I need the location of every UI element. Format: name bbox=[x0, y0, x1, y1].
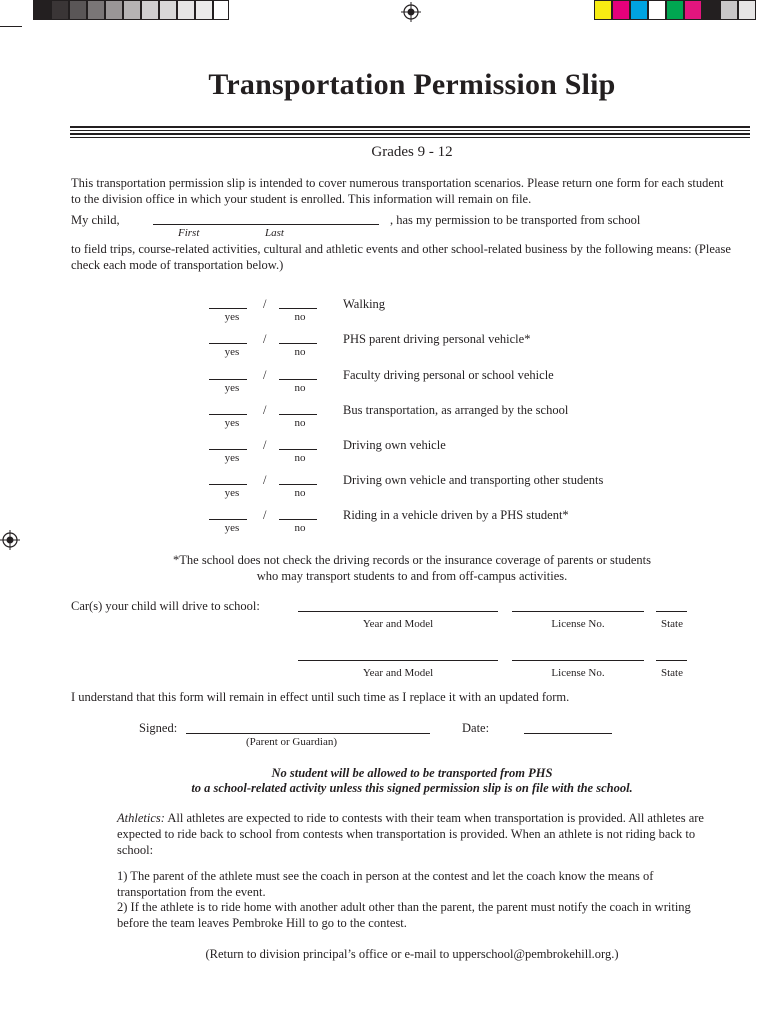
yes-label: yes bbox=[224, 417, 240, 429]
slash: / bbox=[263, 332, 267, 346]
year-model-field-2[interactable] bbox=[298, 660, 498, 661]
page-title: Transportation Permission Slip bbox=[208, 68, 616, 101]
yes-label: yes bbox=[224, 346, 240, 358]
date-field[interactable] bbox=[524, 733, 612, 734]
gray-swatch bbox=[123, 0, 141, 20]
return-note: (Return to division principal’s office or e-mail to upperschool@pembrokehill.org.) bbox=[205, 947, 619, 961]
option-label: PHS parent driving personal vehicle* bbox=[343, 332, 531, 346]
gray-swatch bbox=[51, 0, 69, 20]
gray-swatch bbox=[213, 0, 229, 20]
no-field[interactable] bbox=[279, 519, 317, 520]
slash: / bbox=[263, 368, 267, 382]
signed-label: Signed: bbox=[139, 721, 178, 735]
intro-text: This transportation permission slip is intended to cover numerous transportation scenarios. Please return one form for each student to the division office in which your student is enrolled. This information will remain on file. bbox=[71, 176, 724, 206]
no-field[interactable] bbox=[279, 414, 317, 415]
no-label: no bbox=[294, 346, 306, 358]
no-label: no bbox=[294, 311, 306, 323]
parent-guardian-label: (Parent or Guardian) bbox=[246, 736, 338, 748]
year-model-label: Year and Model bbox=[362, 618, 434, 630]
last-name-label: Last bbox=[265, 227, 284, 239]
yes-field[interactable] bbox=[209, 519, 247, 520]
no-label: no bbox=[294, 452, 306, 464]
gray-swatch bbox=[87, 0, 105, 20]
yes-field[interactable] bbox=[209, 343, 247, 344]
crop-mark bbox=[0, 26, 22, 27]
year-model-field[interactable] bbox=[298, 611, 498, 612]
slash: / bbox=[263, 403, 267, 417]
black-swatch bbox=[702, 0, 720, 20]
first-name-label: First bbox=[178, 227, 200, 239]
license-field-2[interactable] bbox=[512, 660, 644, 661]
athletics-label: Athletics: bbox=[117, 811, 165, 825]
gray-swatch bbox=[105, 0, 123, 20]
gray-swatch bbox=[177, 0, 195, 20]
continuation-text: to field trips, course-related activities, cultural and athletic events and other school-related business by the following means: (Please check each mode of transportation below.) bbox=[71, 242, 731, 272]
slash: / bbox=[263, 473, 267, 487]
yes-field[interactable] bbox=[209, 449, 247, 450]
license-field[interactable] bbox=[512, 611, 644, 612]
magenta-swatch bbox=[612, 0, 630, 20]
rule-1: 1) The parent of the athlete must see the coach in person at the contest and let the coach know the means of transportation from the event. bbox=[117, 869, 654, 899]
state-field-2[interactable] bbox=[656, 660, 687, 661]
yes-label: yes bbox=[224, 382, 240, 394]
pink-swatch bbox=[684, 0, 702, 20]
gray-swatch bbox=[195, 0, 213, 20]
grades-label: Grades 9 - 12 bbox=[371, 144, 453, 160]
athletics-text: All athletes are expected to ride to contests with their team when transportation is provided. All athletes are expected to ride back to school from contests when transportation is provided. When an athlete is not riding back to school: bbox=[117, 811, 704, 857]
slash: / bbox=[263, 508, 267, 522]
yes-label: yes bbox=[224, 487, 240, 499]
no-field[interactable] bbox=[279, 484, 317, 485]
option-label: Driving own vehicle bbox=[343, 438, 446, 452]
option-label: Driving own vehicle and transporting other students bbox=[343, 473, 604, 487]
warning-line-2: to a school-related activity unless this signed permission slip is on file with the school. bbox=[191, 781, 633, 795]
yes-field[interactable] bbox=[209, 484, 247, 485]
cars-label: Car(s) your child will drive to school: bbox=[71, 599, 260, 613]
license-label: License No. bbox=[551, 618, 605, 630]
gray-swatch bbox=[720, 0, 738, 20]
gray-swatch bbox=[33, 0, 51, 20]
cyan-swatch bbox=[630, 0, 648, 20]
footnote-line-1: *The school does not check the driving records or the insurance coverage of parents or students bbox=[173, 553, 651, 567]
green-swatch bbox=[666, 0, 684, 20]
option-label: Bus transportation, as arranged by the school bbox=[343, 403, 569, 417]
gray-swatch bbox=[159, 0, 177, 20]
date-label: Date: bbox=[462, 721, 490, 735]
yes-label: yes bbox=[224, 311, 240, 323]
registration-mark-icon bbox=[401, 2, 421, 22]
understand-text: I understand that this form will remain in effect until such time as I replace it with an updated form. bbox=[71, 690, 570, 704]
title-rule bbox=[70, 126, 750, 140]
footnote-line-2: who may transport students to and from off-campus activities. bbox=[256, 569, 568, 583]
no-label: no bbox=[294, 487, 306, 499]
yes-field[interactable] bbox=[209, 414, 247, 415]
no-label: no bbox=[294, 382, 306, 394]
yellow-swatch bbox=[594, 0, 612, 20]
child-name-field[interactable] bbox=[153, 224, 379, 225]
no-field[interactable] bbox=[279, 343, 317, 344]
my-child-label: My child, bbox=[71, 213, 120, 227]
state-label: State bbox=[661, 618, 683, 630]
athletics-paragraph bbox=[117, 810, 707, 858]
signature-field[interactable] bbox=[186, 733, 430, 734]
gray-swatch bbox=[69, 0, 87, 20]
year-model-label: Year and Model bbox=[362, 667, 434, 679]
no-field[interactable] bbox=[279, 379, 317, 380]
no-label: no bbox=[294, 522, 306, 534]
state-label: State bbox=[661, 667, 683, 679]
slash: / bbox=[263, 438, 267, 452]
option-label: Riding in a vehicle driven by a PHS student* bbox=[343, 508, 569, 522]
yes-field[interactable] bbox=[209, 308, 247, 309]
no-field[interactable] bbox=[279, 308, 317, 309]
yes-label: yes bbox=[224, 452, 240, 464]
license-label: License No. bbox=[551, 667, 605, 679]
no-field[interactable] bbox=[279, 449, 317, 450]
rule-2: 2) If the athlete is to ride home with another adult other than the parent, the parent must notify the coach in writing before the team leaves Pembroke Hill to go to the contest. bbox=[117, 900, 691, 930]
state-field[interactable] bbox=[656, 611, 687, 612]
yes-field[interactable] bbox=[209, 379, 247, 380]
gray-swatch bbox=[738, 0, 756, 20]
no-label: no bbox=[294, 417, 306, 429]
yes-label: yes bbox=[224, 522, 240, 534]
gray-swatch bbox=[141, 0, 159, 20]
option-label: Walking bbox=[343, 297, 386, 311]
white-swatch bbox=[648, 0, 666, 20]
slash: / bbox=[263, 297, 267, 311]
warning-line-1: No student will be allowed to be transported from PHS bbox=[271, 766, 553, 780]
option-label: Faculty driving personal or school vehicle bbox=[343, 368, 554, 382]
my-child-suffix: , has my permission to be transported from school bbox=[390, 213, 641, 227]
registration-mark-icon bbox=[0, 530, 20, 550]
